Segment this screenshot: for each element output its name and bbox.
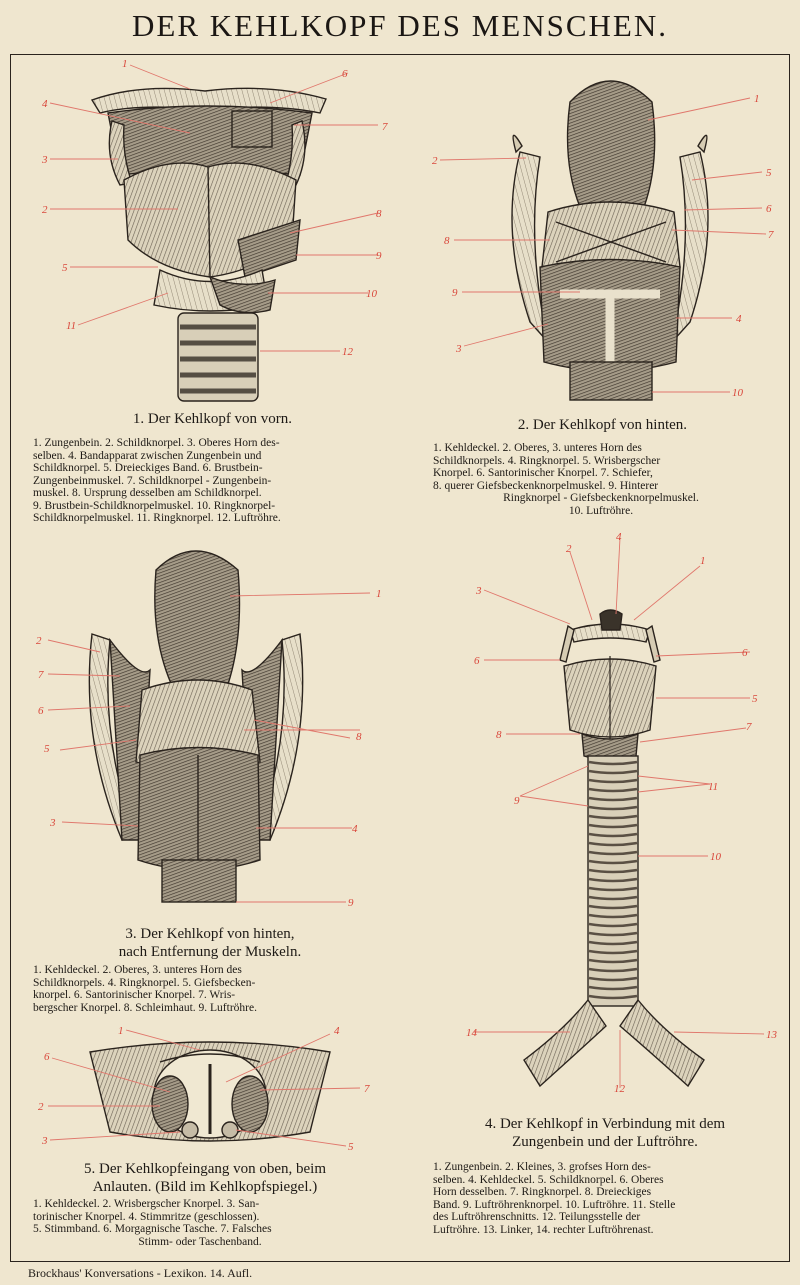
fig1-label-9: 9 (376, 250, 382, 262)
fig1-label-2: 2 (42, 204, 48, 216)
fig3-label-1: 1 (376, 588, 382, 600)
fig1-label-3: 3 (42, 154, 48, 166)
fig5-label-7: 7 (364, 1083, 370, 1095)
fig3-legend-line: knorpel. 6. Santorinischer Knorpel. 7. Wris- (33, 989, 236, 1001)
fig1-legend-line: 1. Zungenbein. 2. Schildknorpel. 3. Oberes Horn des- (33, 437, 280, 449)
fig5-label-4: 4 (334, 1025, 340, 1037)
fig5-legend (33, 1198, 367, 1248)
fig5-legend-line: 1. Kehldeckel. 2. Wrisbergscher Knorpel. 3. San- (33, 1198, 260, 1210)
figure-5-larynx-entrance-top (30, 1022, 400, 1152)
fig1-label-11: 11 (66, 320, 77, 332)
fig5-legend-line: Stimm- oder Taschenband. (138, 1235, 262, 1248)
fig4-label-12: 12 (614, 1083, 625, 1095)
plate-title: DER KEHLKOPF DES MENSCHEN. (132, 8, 668, 43)
fig1-label-6: 6 (342, 68, 348, 80)
fig2-label-10: 10 (732, 387, 743, 399)
fig2-legend (433, 442, 769, 517)
fig4-legend-line: Band. 9. Luftröhrenknorpel. 10. Luftröhre. 11. Stelle (433, 1198, 676, 1211)
fig3-label-2: 2 (36, 635, 42, 647)
fig3-caption (30, 925, 390, 961)
fig2-label-6: 6 (766, 203, 772, 215)
fig1-caption: 1. Der Kehlkopf von vorn. (132, 411, 293, 427)
fig2-caption: 2. Der Kehlkopf von hinten. (517, 417, 688, 433)
fig2-legend-line: 8. querer Giefsbeckenknorpelmuskel. 9. Hinterer (433, 479, 659, 492)
fig3-label-9: 9 (348, 897, 354, 909)
fig3-legend-line: bergscher Knorpel. 8. Schleimhaut. 9. Luftröhre. (33, 1001, 257, 1014)
fig5-label-6: 6 (44, 1051, 50, 1063)
fig2-legend-line: 1. Kehldeckel. 2. Oberes, 3. unteres Horn des (433, 442, 642, 454)
fig1-label-12: 12 (342, 346, 353, 358)
fig5-label-2: 2 (38, 1101, 44, 1113)
fig4-legend-line: Horn desselben. 7. Ringknorpel. 8. Dreieckiges (433, 1186, 652, 1198)
fig5-caption (30, 1160, 380, 1196)
fig1-label-1: 1 (122, 58, 128, 70)
figure-2-larynx-back (430, 62, 780, 407)
fig4-legend-line: des Luftröhrenschnitts. 12. Teilungsstelle der (433, 1211, 641, 1223)
figure-3-larynx-back-no-muscles (30, 540, 400, 920)
fig1-legend-line: Zungenbeinmuskel. 7. Schildknorpel - Zungenbein- (33, 474, 272, 487)
fig4-label-3: 3 (476, 585, 482, 597)
fig2-legend-line: Schildknorpels. 4. Ringknorpel. 5. Wrisbergscher (433, 454, 661, 467)
fig5-label-1: 1 (118, 1025, 124, 1037)
fig3-legend-line: 1. Kehldeckel. 2. Oberes, 3. unteres Horn des (33, 964, 242, 976)
fig1-label-4: 4 (42, 98, 48, 110)
fig4-legend-line: 1. Zungenbein. 2. Kleines, 3. grofses Horn des- (433, 1161, 651, 1173)
fig4-label-5: 5 (752, 693, 758, 705)
fig2-label-7: 7 (768, 229, 774, 241)
fig2-label-9: 9 (452, 287, 458, 299)
fig4-legend-line: Luftröhre. 13. Linker, 14. rechter Luftröhrenast. (433, 1223, 654, 1236)
fig3-label-6: 6 (38, 705, 44, 717)
fig3-label-8: 8 (356, 731, 362, 743)
fig1-label-10: 10 (366, 288, 377, 300)
fig4-label-14: 14 (466, 1027, 477, 1039)
fig1-label-7: 7 (382, 121, 388, 133)
fig4-label-13: 13 (766, 1029, 777, 1041)
fig2-legend-line: Knorpel. 6. Santorinischer Knorpel. 7. Schiefer, (433, 467, 653, 479)
fig1-legend-line: Schildknorpel. 5. Dreieckiges Band. 6. Brustbein- (33, 462, 263, 474)
fig2-legend-line: 10. Luftröhre. (568, 504, 634, 517)
fig5-caption-line1: 5. Der Kehlkopfeingang von oben, beim (83, 1161, 327, 1177)
fig3-legend (33, 964, 367, 1014)
fig5-legend-line: 5. Stimmband. 6. Morgagnische Tasche. 7. Falsches (33, 1223, 272, 1235)
fig5-label-3: 3 (42, 1135, 48, 1147)
figure-1-larynx-front (20, 55, 400, 405)
fig3-caption-line2: nach Entfernung der Muskeln. (118, 944, 302, 960)
fig3-label-3: 3 (50, 817, 56, 829)
footer-citation: Brockhaus' Konversations - Lexikon. 14. Aufl. (28, 1266, 253, 1280)
fig2-label-1: 1 (754, 93, 760, 105)
fig4-legend-line: selben. 4. Kehldeckel. 5. Schildknorpel. 6. Oberes (433, 1173, 664, 1186)
fig4-label-10: 10 (710, 851, 721, 863)
fig4-caption (420, 1115, 790, 1151)
fig2-label-3: 3 (456, 343, 462, 355)
fig1-legend-line: muskel. 8. Ursprung desselben am Schildknorpel. (33, 487, 262, 499)
figure-4-larynx-with-trachea (460, 530, 790, 1095)
fig1-legend-line: Schildknorpelmuskel. 11. Ringknorpel. 12. Luftröhre. (33, 512, 281, 524)
fig4-label-6-left: 6 (474, 655, 480, 667)
fig1-label-8: 8 (376, 208, 382, 220)
fig2-label-8: 8 (444, 235, 450, 247)
fig3-label-7: 7 (38, 669, 44, 681)
fig1-label-5: 5 (62, 262, 68, 274)
fig2-legend-line: Ringknorpel - Giefsbeckenknorpelmuskel. (503, 492, 699, 504)
fig4-label-6-right: 6 (742, 647, 748, 659)
fig4-label-7: 7 (746, 721, 752, 733)
fig1-legend-line: selben. 4. Bandapparat zwischen Zungenbein und (33, 449, 262, 462)
fig3-caption-line1: 3. Der Kehlkopf von hinten, (125, 926, 295, 942)
fig2-label-4: 4 (736, 313, 742, 325)
fig2-label-2: 2 (432, 155, 438, 167)
fig3-legend-line: Schildknorpels. 4. Ringknorpel. 5. Giefsbecken- (33, 976, 256, 989)
fig4-label-11: 11 (708, 781, 719, 793)
fig4-label-1: 1 (700, 555, 706, 567)
fig5-label-5: 5 (348, 1141, 354, 1152)
fig4-legend (433, 1161, 769, 1236)
fig1-legend (33, 437, 385, 525)
fig3-label-4: 4 (352, 823, 358, 835)
fig5-legend-line: torinischer Knorpel. 4. Stimmritze (geschlossen). (33, 1210, 260, 1223)
fig4-label-9: 9 (514, 795, 520, 807)
fig4-caption-line1: 4. Der Kehlkopf in Verbindung mit dem (484, 1116, 726, 1132)
fig3-label-5: 5 (44, 743, 50, 755)
fig2-label-5: 5 (766, 167, 772, 179)
fig4-label-2: 2 (566, 543, 572, 555)
fig4-label-8: 8 (496, 729, 502, 741)
fig1-legend-line: 9. Brustbein-Schildknorpelmuskel. 10. Ringknorpel- (33, 499, 276, 512)
fig5-caption-line2: Anlauten. (Bild im Kehlkopfspiegel.) (92, 1179, 318, 1195)
fig4-label-4: 4 (616, 531, 622, 543)
fig4-caption-line2: Zungenbein und der Luftröhre. (512, 1134, 698, 1150)
